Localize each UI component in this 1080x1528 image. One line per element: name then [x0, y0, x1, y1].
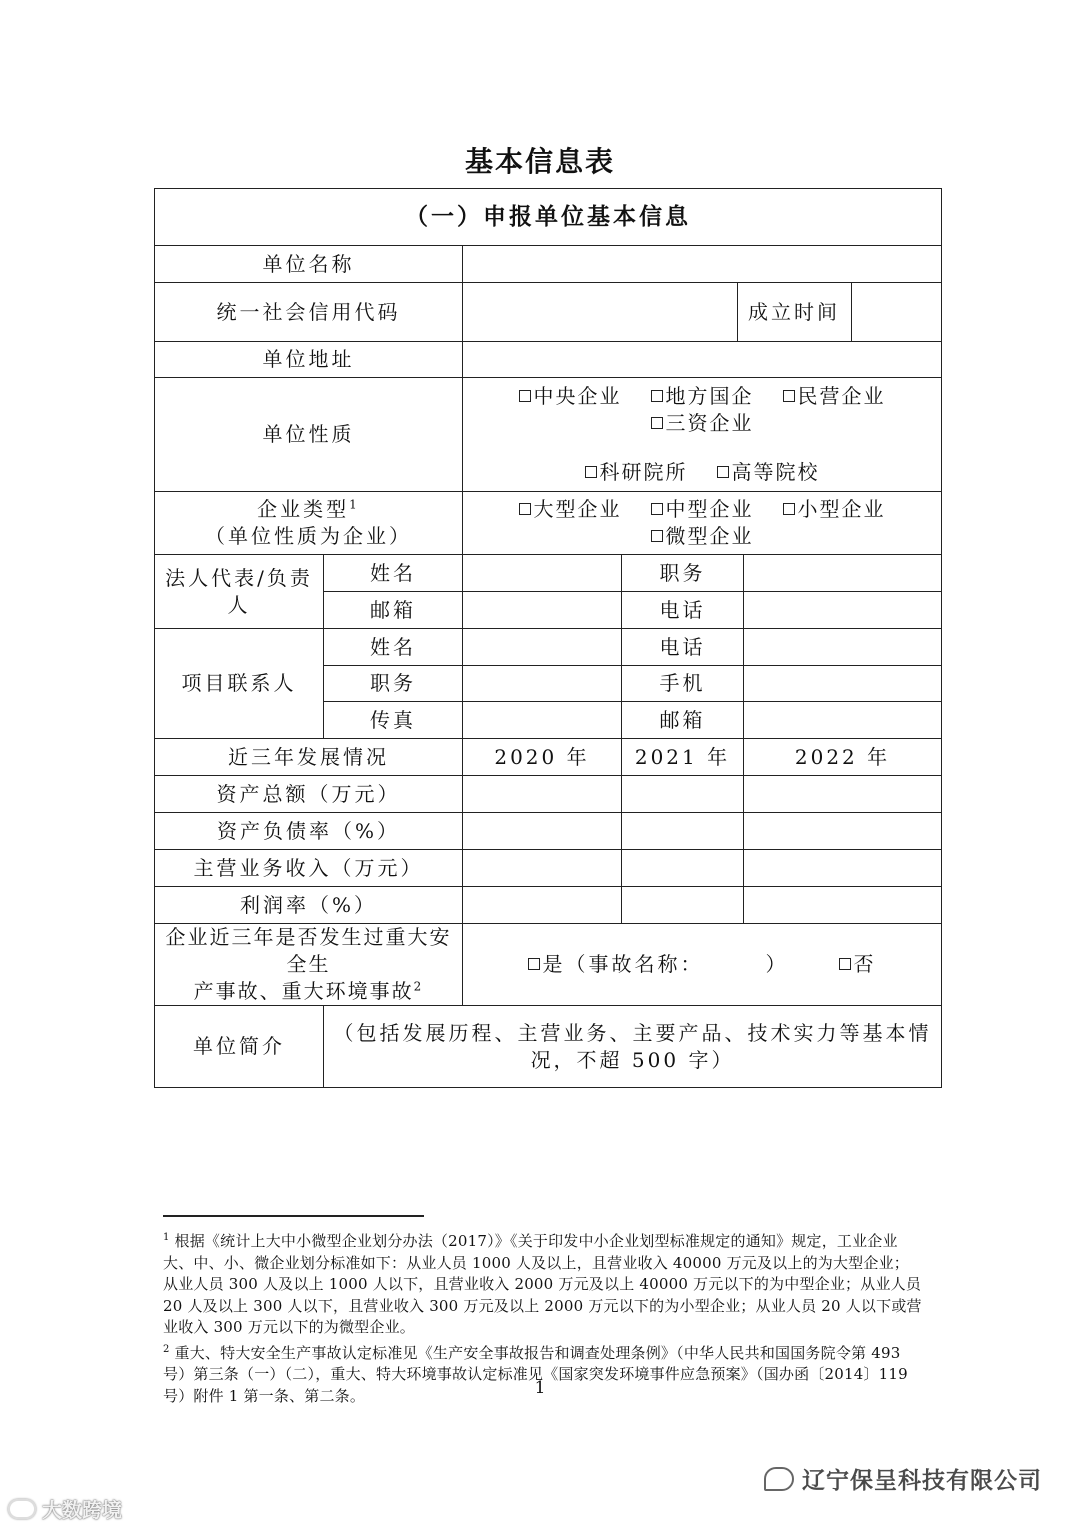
field-credit-code[interactable]	[463, 283, 737, 341]
year-2021: 2021 年	[622, 739, 744, 776]
basic-info-table	[154, 188, 942, 1088]
option-accident-no[interactable]: 否	[839, 952, 877, 976]
label-contact-email: 邮箱	[622, 702, 744, 739]
checkbox-icon	[783, 503, 795, 515]
field-contact-mobile[interactable]	[744, 666, 942, 702]
checkbox-icon	[651, 530, 663, 542]
year-2020: 2020 年	[463, 739, 622, 776]
field-unit-name[interactable]	[463, 246, 942, 283]
logo: 大数跨境	[8, 1494, 122, 1523]
label-recent3: 近三年发展情况	[155, 739, 463, 776]
field-assets-2021[interactable]	[622, 776, 744, 813]
checkbox-icon	[528, 958, 540, 970]
watermark: 辽宁保呈科技有限公司	[764, 1462, 1042, 1495]
checkbox-icon	[839, 958, 851, 970]
label-contact-name: 姓名	[324, 629, 463, 666]
label-unit-name: 单位名称	[155, 246, 463, 283]
option-accident-yes[interactable]: 是（事故名称：	[528, 952, 704, 976]
page-title: 基本信息表	[464, 145, 615, 178]
label-contact-phone: 电话	[622, 629, 744, 666]
checkbox-icon	[651, 417, 663, 429]
label-address: 单位地址	[155, 342, 463, 378]
field-contact-position[interactable]	[463, 666, 622, 702]
logo-icon	[8, 1499, 36, 1519]
footnote-1: $^1$ 根据《统计上大中小微型企业划分办法（2017）》《关于印发中小企业划型标准规定的通知》规定，工业企业大、中、小、微企业划分标准如下：从业人员 1000 人及以上，且营业收入 40000 万元及以上的为大型企业；从业人员 300 人及以上 1000 人以下，且营业收入 2000 万元及以上 40000 万元以下的为中型企业；从业人员 20 人及以上 300 人以下，且营业收入 300 万元及以上 2000 万元以下的为小型企业；从业人员 20 人以下或营业收入 300 万元以下的为微型企业。	[163, 1232, 922, 1336]
field-legal-position[interactable]	[744, 555, 942, 592]
field-revenue-2021[interactable]	[622, 850, 744, 887]
field-contact-email[interactable]	[744, 702, 942, 739]
label-founded: 成立时间	[737, 283, 851, 341]
field-contact-fax[interactable]	[463, 702, 622, 739]
field-legal-email[interactable]	[463, 592, 622, 629]
type-options	[463, 492, 942, 555]
field-founded[interactable]	[851, 283, 941, 341]
field-debt-2020[interactable]	[463, 813, 622, 850]
label-intro: 单位简介	[155, 1006, 324, 1088]
option-nature-2[interactable]: 民营企业	[768, 383, 900, 410]
checkbox-icon	[651, 390, 663, 402]
option-nature-5[interactable]: 高等院校	[702, 459, 834, 486]
field-address[interactable]	[463, 342, 942, 378]
nature-options	[463, 378, 942, 492]
checkbox-icon	[519, 503, 531, 515]
label-accident: 企业近三年是否发生过重大安全生 产事故、重大环境事故$^2$	[155, 924, 463, 1006]
field-legal-name[interactable]	[463, 555, 622, 592]
wechat-icon	[764, 1467, 794, 1491]
option-nature-4[interactable]: 科研院所	[570, 459, 702, 486]
option-nature-3[interactable]: 三资企业	[636, 410, 768, 437]
option-nature-0[interactable]: 中央企业	[504, 383, 636, 410]
footnote-2: $^2$ 重大、特大安全生产事故认定标准见《生产安全事故报告和调查处理条例》（中华人民共和国国务院令第 493 号）第三条（一）（二），重大、特大环境事故认定标准见《国家突发环境事件应急预案》（国办函〔2014〕119 号）附件 1 第一条、第二条。	[163, 1343, 908, 1405]
label-contact-position: 职务	[324, 666, 463, 702]
footnote-divider	[163, 1215, 424, 1217]
label-legal-position: 职务	[622, 555, 744, 592]
credit-founded-row	[463, 283, 941, 341]
option-nature-1[interactable]: 地方国企	[636, 383, 768, 410]
field-assets-2022[interactable]	[744, 776, 942, 813]
checkbox-icon	[651, 503, 663, 515]
field-intro[interactable]: （包括发展历程、主营业务、主要产品、技术实力等基本情况，不超 500 字）	[324, 1006, 942, 1088]
checkbox-icon	[585, 466, 597, 478]
checkbox-icon	[717, 466, 729, 478]
accident-options: 是（事故名称： ） 否	[463, 924, 942, 1006]
field-contact-name[interactable]	[463, 629, 622, 666]
page-number: 1	[534, 1378, 546, 1398]
label-enterprise-type: 企业类型$^1$ （单位性质为企业）	[155, 492, 463, 555]
checkbox-icon	[783, 390, 795, 402]
label-legal-name: 姓名	[324, 555, 463, 592]
label-legal-rep: 法人代表/负责人	[155, 555, 324, 629]
field-debt-2022[interactable]	[744, 813, 942, 850]
option-type-3[interactable]: 微型企业	[636, 523, 768, 550]
field-profit-2020[interactable]	[463, 887, 622, 924]
label-profit: 利润率（%）	[155, 887, 463, 924]
field-contact-phone[interactable]	[744, 629, 942, 666]
label-credit-code: 统一社会信用代码	[155, 283, 463, 342]
field-debt-2021[interactable]	[622, 813, 744, 850]
label-nature: 单位性质	[155, 378, 463, 492]
label-debt-ratio: 资产负债率（%）	[155, 813, 463, 850]
checkbox-icon	[519, 390, 531, 402]
label-contact-mobile: 手机	[622, 666, 744, 702]
section-heading: （一）申报单位基本信息	[155, 189, 942, 246]
field-revenue-2020[interactable]	[463, 850, 622, 887]
label-assets: 资产总额（万元）	[155, 776, 463, 813]
label-contact-fax: 传真	[324, 702, 463, 739]
label-legal-email: 邮箱	[324, 592, 463, 629]
label-revenue: 主营业务收入（万元）	[155, 850, 463, 887]
option-type-0[interactable]: 大型企业	[504, 496, 636, 523]
field-revenue-2022[interactable]	[744, 850, 942, 887]
option-type-2[interactable]: 小型企业	[768, 496, 900, 523]
field-profit-2021[interactable]	[622, 887, 744, 924]
field-legal-phone[interactable]	[744, 592, 942, 629]
field-profit-2022[interactable]	[744, 887, 942, 924]
field-assets-2020[interactable]	[463, 776, 622, 813]
option-type-1[interactable]: 中型企业	[636, 496, 768, 523]
year-2022: 2022 年	[744, 739, 942, 776]
label-contact: 项目联系人	[155, 629, 324, 739]
label-legal-phone: 电话	[622, 592, 744, 629]
